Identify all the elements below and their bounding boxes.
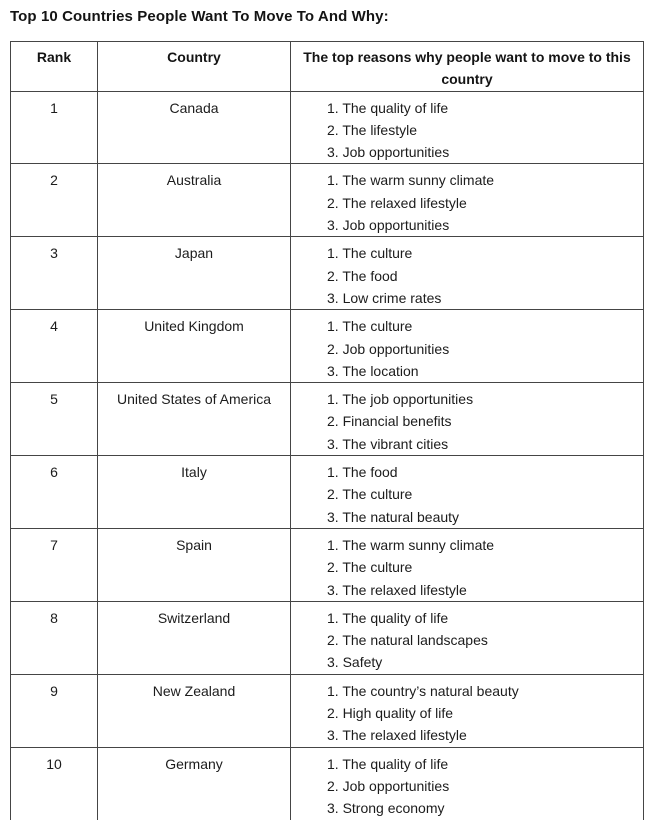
reason-line: 1. The culture xyxy=(327,245,413,262)
rank-cell: 9 xyxy=(11,674,98,747)
reasons-cell xyxy=(291,747,644,820)
rank-cell: 5 xyxy=(11,383,98,456)
reason-line: 3. Safety xyxy=(327,654,383,671)
table-row xyxy=(11,237,644,310)
country-cell: Germany xyxy=(98,747,291,820)
rank-cell: 4 xyxy=(11,310,98,383)
country-cell: Spain xyxy=(98,528,291,601)
country-cell: New Zealand xyxy=(98,674,291,747)
reasons-cell xyxy=(291,456,644,529)
rank-cell: 7 xyxy=(11,528,98,601)
table-header xyxy=(11,42,644,92)
reason-line: 3. Low crime rates xyxy=(327,289,442,306)
table-row xyxy=(11,164,644,237)
column-header-reasons-line1: The top reasons why people want to move to this xyxy=(303,49,631,65)
table-row xyxy=(11,383,644,456)
country-cell: Canada xyxy=(98,91,291,164)
reasons-cell xyxy=(291,91,644,164)
reason-line: 3. Job opportunities xyxy=(327,217,450,234)
reason-line: 3. The relaxed lifestyle xyxy=(327,581,467,598)
reason-line: 2. The culture xyxy=(327,486,413,503)
page-title: Top 10 Countries People Want To Move To And Why: xyxy=(10,8,389,25)
reasons-cell xyxy=(291,164,644,237)
column-header-reasons-line2: country xyxy=(441,71,493,88)
reasons-cell xyxy=(291,237,644,310)
reason-line: 2. Financial benefits xyxy=(327,413,452,430)
reasons-cell xyxy=(291,674,644,747)
reason-line: 1. The culture xyxy=(327,318,413,335)
rank-cell: 2 xyxy=(11,164,98,237)
reason-line: 3. The location xyxy=(327,362,419,379)
reason-line: 1. The quality of life xyxy=(327,99,449,116)
reason-line: 3. The vibrant cities xyxy=(327,435,449,452)
table-body xyxy=(11,91,644,820)
reason-line: 1. The food xyxy=(327,464,398,481)
countries-table xyxy=(10,41,644,820)
reason-line: 1. The warm sunny climate xyxy=(327,172,495,189)
reason-line: 1. The quality of life xyxy=(327,755,449,772)
reason-line: 2. The lifestyle xyxy=(327,121,418,138)
rank-cell: 6 xyxy=(11,456,98,529)
reason-line: 3. The natural beauty xyxy=(327,508,460,525)
reason-line: 3. Strong economy xyxy=(327,800,445,817)
rank-cell: 3 xyxy=(11,237,98,310)
country-cell: Switzerland xyxy=(98,601,291,674)
rank-cell: 10 xyxy=(11,747,98,820)
reason-line: 3. Job opportunities xyxy=(327,144,450,161)
reason-line: 2. High quality of life xyxy=(327,705,454,722)
table-row xyxy=(11,456,644,529)
country-cell: United States of America xyxy=(98,383,291,456)
reason-line: 3. The relaxed lifestyle xyxy=(327,727,467,744)
reason-line: 2. The relaxed lifestyle xyxy=(327,194,467,211)
reason-line: 1. The warm sunny climate xyxy=(327,536,495,553)
column-header-rank: Rank xyxy=(11,42,98,92)
reasons-cell xyxy=(291,601,644,674)
country-cell: Italy xyxy=(98,456,291,529)
country-cell: Japan xyxy=(98,237,291,310)
reason-line: 2. Job opportunities xyxy=(327,777,450,794)
header-row xyxy=(11,42,644,92)
table-row xyxy=(11,528,644,601)
table-row xyxy=(11,601,644,674)
reasons-cell xyxy=(291,528,644,601)
rank-cell: 8 xyxy=(11,601,98,674)
table-row xyxy=(11,747,644,820)
reason-line: 2. The food xyxy=(327,267,398,284)
table-row xyxy=(11,674,644,747)
reasons-cell xyxy=(291,383,644,456)
reasons-cell xyxy=(291,310,644,383)
reason-line: 1. The job opportunities xyxy=(327,391,474,408)
reason-line: 2. The natural landscapes xyxy=(327,632,488,649)
reason-line: 2. Job opportunities xyxy=(327,340,450,357)
reason-line: 1. The country’s natural beauty xyxy=(327,682,519,699)
rank-cell: 1 xyxy=(11,91,98,164)
country-cell: United Kingdom xyxy=(98,310,291,383)
table-row xyxy=(11,91,644,164)
table-row xyxy=(11,310,644,383)
country-cell: Australia xyxy=(98,164,291,237)
column-header-reasons xyxy=(291,42,644,92)
column-header-country: Country xyxy=(98,42,291,92)
reason-line: 2. The culture xyxy=(327,559,413,576)
reason-line: 1. The quality of life xyxy=(327,609,449,626)
